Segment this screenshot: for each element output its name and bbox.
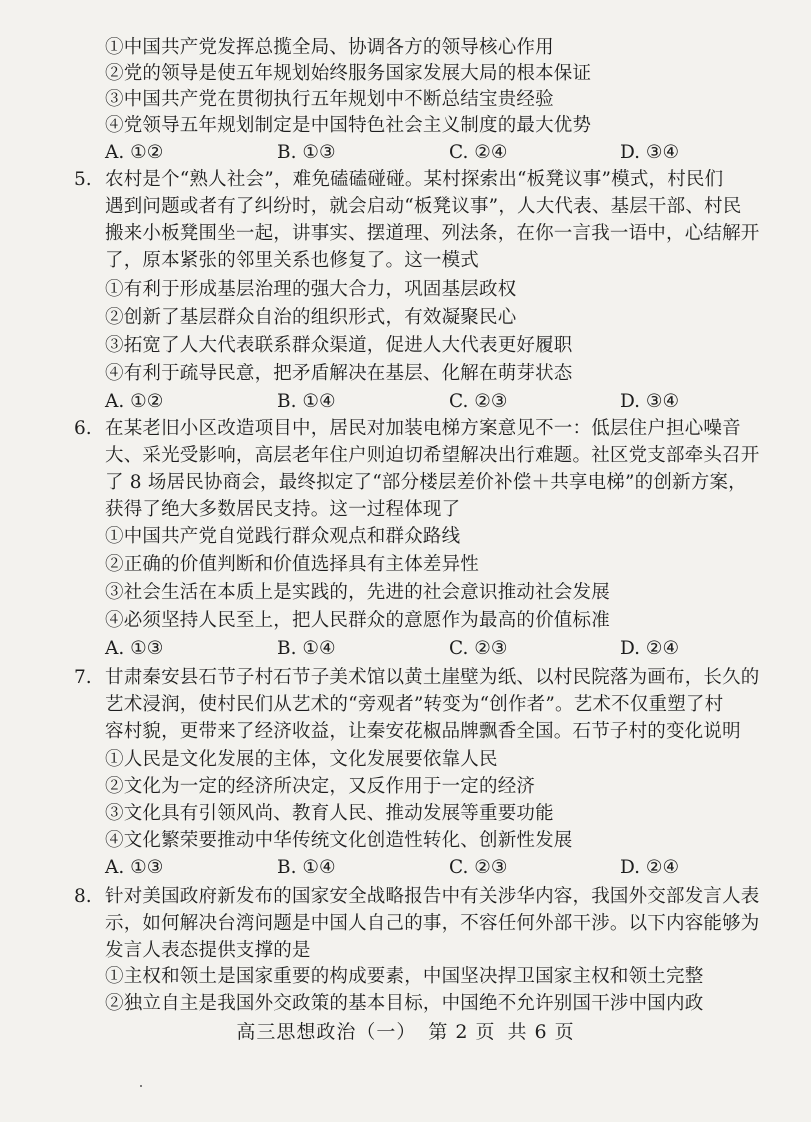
q6-option-1: ①中国共产党自觉践行群众观点和群众路线: [105, 526, 461, 547]
q7-stem-line: 容村貌，更带来了经济收益，让秦安花椒品牌飘香全国。石节子村的变化说明: [105, 721, 741, 742]
q7-number: 7.: [74, 667, 92, 688]
q5-stem-line: 遇到问题或者有了纠纷时，就会启动“板凳议事”，人大代表、基层干部、村民: [105, 196, 742, 217]
q6-option-4: ④必须坚持人民至上，把人民群众的意愿作为最高的价值标准: [105, 610, 610, 631]
q5-answer-b: B. ①④: [277, 391, 336, 412]
q6-option-2: ②正确的价值判断和价值选择具有主体差异性: [105, 554, 480, 575]
q5-answer-d: D. ③④: [620, 391, 680, 412]
q8-option-2: ②独立自主是我国外交政策的基本目标，中国绝不允许别国干涉中国内政: [105, 993, 704, 1014]
q7-stem-line: 甘肃秦安县石节子村石节子美术馆以黄土崖壁为纸、以村民院落为画布，长久的: [105, 667, 760, 688]
q5-answer-c: C. ②③: [449, 391, 508, 412]
footer-page-number: 第 2 页: [428, 1021, 496, 1043]
q6-stem-line: 大、采光受影响，高层老年住户则迫切希望解决出行难题。社区党支部牵头召开: [105, 445, 760, 466]
q7-stem-line: 艺术浸润，使村民们从艺术的“旁观者”转变为“创作者”。艺术不仅重塑了村: [105, 694, 724, 715]
q7-option-1: ①人民是文化发展的主体，文化发展要依靠人民: [105, 749, 498, 770]
q5-option-3: ③拓宽了人大代表联系群众渠道，促进人大代表更好履职: [105, 335, 573, 356]
q6-stem-line: 获得了绝大多数居民支持。这一过程体现了: [105, 499, 461, 520]
q4-option-3: ③中国共产党在贯彻执行五年规划中不断总结宝贵经验: [105, 89, 554, 110]
q5-option-4: ④有利于疏导民意，把矛盾解决在基层、化解在萌芽状态: [105, 363, 573, 384]
q5-option-2: ②创新了基层群众自治的组织形式，有效凝聚民心: [105, 307, 517, 328]
q6-answer-a: A. ①③: [105, 638, 164, 659]
q6-stem-line: 了 8 场居民协商会，最终拟定了“部分楼层差价补偿＋共享电梯”的创新方案，: [105, 472, 747, 493]
q8-stem-line: 针对美国政府新发布的国家安全战略报告中有关涉华内容，我国外交部发言人表: [105, 886, 760, 907]
q5-answer-a: A. ①②: [105, 391, 164, 412]
q8-option-1: ①主权和领土是国家重要的构成要素，中国坚决捍卫国家主权和领土完整: [105, 966, 704, 987]
q6-option-3: ③社会生活在本质上是实践的，先进的社会意识推动社会发展: [105, 582, 610, 603]
q5-number: 5.: [74, 169, 92, 190]
q5-option-1: ①有利于形成基层治理的强大合力，巩固基层政权: [105, 279, 517, 300]
footer-total-pages: 共 6 页: [507, 1021, 575, 1043]
q8-number: 8.: [74, 886, 92, 907]
q6-answer-c: C. ②③: [449, 638, 508, 659]
q7-answer-d: D. ②④: [620, 857, 680, 878]
scan-speck: [140, 1085, 142, 1087]
q5-stem-line: 农村是个“熟人社会”，难免磕磕碰碰。某村探索出“板凳议事”模式，村民们: [105, 169, 724, 190]
q6-answer-d: D. ②④: [620, 638, 680, 659]
q4-answer-b: B. ①③: [277, 142, 336, 163]
q5-stem-line: 了，原本紧张的邻里关系也修复了。这一模式: [105, 250, 480, 271]
q7-answer-a: A. ①③: [105, 857, 164, 878]
q4-answer-a: A. ①②: [105, 142, 164, 163]
q7-answer-b: B. ①④: [277, 857, 336, 878]
q6-answer-b: B. ①④: [277, 638, 336, 659]
q7-option-3: ③文化具有引领风尚、教育人民、推动发展等重要功能: [105, 803, 554, 824]
q4-option-4: ④党领导五年规划制定是中国特色社会主义制度的最大优势: [105, 115, 592, 136]
page-footer: [0, 1017, 811, 1044]
q7-answer-c: C. ②③: [449, 857, 508, 878]
footer-subject: 高三思想政治（一）: [236, 1021, 417, 1043]
q8-stem-line: 示，如何解决台湾问题是中国人自己的事，不容任何外部干涉。以下内容能够为: [105, 913, 760, 934]
q4-option-1: ①中国共产党发挥总揽全局、协调各方的领导核心作用: [105, 37, 554, 58]
q4-answer-d: D. ③④: [620, 142, 680, 163]
q8-stem-line: 发言人表态提供支撑的是: [105, 940, 311, 961]
q4-answer-c: C. ②④: [449, 142, 508, 163]
q6-number: 6.: [74, 418, 92, 439]
q4-option-2: ②党的领导是使五年规划始终服务国家发展大局的根本保证: [105, 63, 592, 84]
q6-stem-line: 在某老旧小区改造项目中，居民对加装电梯方案意见不一：低层住户担心噪音: [105, 418, 741, 439]
q7-option-4: ④文化繁荣要推动中华传统文化创造性转化、创新性发展: [105, 830, 573, 851]
q5-stem-line: 搬来小板凳围坐一起，讲事实、摆道理、列法条，在你一言我一语中，心结解开: [105, 223, 760, 244]
q7-option-2: ②文化为一定的经济所决定，又反作用于一定的经济: [105, 776, 536, 797]
